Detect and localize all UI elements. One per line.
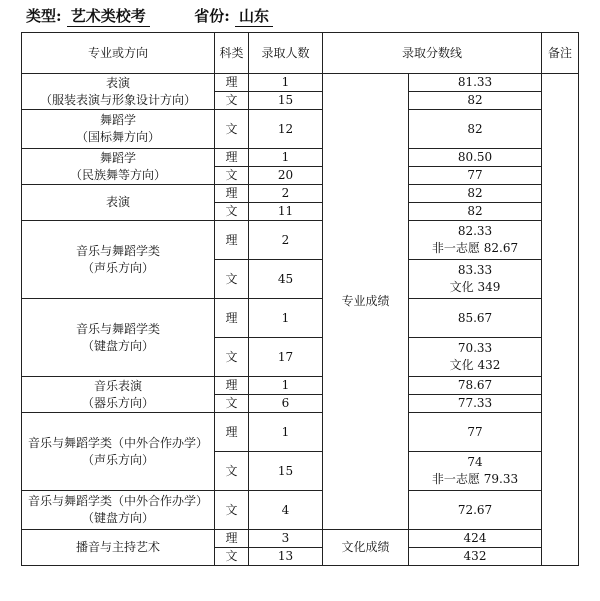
- major-cell: 舞蹈学 （国标舞方向）: [22, 110, 215, 149]
- table-header-row: [22, 33, 579, 74]
- table-row: [22, 299, 579, 338]
- score-cell: 432: [409, 548, 542, 566]
- count-cell: 45: [249, 260, 323, 299]
- count-cell: 20: [249, 167, 323, 185]
- count-cell: 17: [249, 338, 323, 377]
- table-row: [22, 110, 579, 149]
- major-cell: 音乐与舞蹈学类 （声乐方向）: [22, 221, 215, 299]
- major-cell: 表演: [22, 185, 215, 221]
- category-cell: 文: [215, 548, 249, 566]
- table-row: [22, 185, 579, 203]
- score-cell: 85.67: [409, 299, 542, 338]
- score-cell: 82: [409, 185, 542, 203]
- count-cell: 1: [249, 149, 323, 167]
- count-cell: 1: [249, 74, 323, 92]
- count-cell: 3: [249, 530, 323, 548]
- major-cell: 舞蹈学 （民族舞等方向）: [22, 149, 215, 185]
- score-cell: 82: [409, 110, 542, 149]
- category-cell: 文: [215, 167, 249, 185]
- score-cell: 83.33 文化 349: [409, 260, 542, 299]
- major-cell: 音乐表演 （器乐方向）: [22, 377, 215, 413]
- major-cell: 表演 （服装表演与形象设计方向）: [22, 74, 215, 110]
- table-row: [22, 149, 579, 167]
- count-cell: 4: [249, 491, 323, 530]
- table-row: [22, 377, 579, 395]
- score-cell: 70.33 文化 432: [409, 338, 542, 377]
- score-cell: 80.50: [409, 149, 542, 167]
- category-cell: 理: [215, 221, 249, 260]
- count-cell: 15: [249, 452, 323, 491]
- province-value: 山东: [235, 6, 273, 27]
- basis-cell-professional: 专业成绩: [323, 74, 409, 530]
- count-cell: 11: [249, 203, 323, 221]
- table-row: [22, 530, 579, 548]
- major-cell: 音乐与舞蹈学类 （键盘方向）: [22, 299, 215, 377]
- count-cell: 13: [249, 548, 323, 566]
- score-cell: 82: [409, 203, 542, 221]
- category-cell: 文: [215, 338, 249, 377]
- type-label: 类型:: [26, 7, 62, 25]
- count-cell: 1: [249, 413, 323, 452]
- table-row: [22, 221, 579, 260]
- table-row: [22, 413, 579, 452]
- category-cell: 理: [215, 530, 249, 548]
- score-cell: 77: [409, 167, 542, 185]
- category-cell: 理: [215, 377, 249, 395]
- count-cell: 15: [249, 92, 323, 110]
- col-header-major: 专业或方向: [22, 33, 215, 74]
- col-header-note: 备注: [542, 33, 579, 74]
- category-cell: 文: [215, 452, 249, 491]
- category-cell: 理: [215, 413, 249, 452]
- page-header: [26, 4, 273, 28]
- category-cell: 文: [215, 491, 249, 530]
- major-cell: 音乐与舞蹈学类（中外合作办学） （键盘方向）: [22, 491, 215, 530]
- table-row: [22, 491, 579, 530]
- admission-table: [21, 32, 579, 566]
- score-cell: 81.33: [409, 74, 542, 92]
- count-cell: 6: [249, 395, 323, 413]
- category-cell: 文: [215, 395, 249, 413]
- col-header-category: 科类: [215, 33, 249, 74]
- score-cell: 72.67: [409, 491, 542, 530]
- major-cell: 播音与主持艺术: [22, 530, 215, 566]
- count-cell: 2: [249, 221, 323, 260]
- major-cell: 音乐与舞蹈学类（中外合作办学） （声乐方向）: [22, 413, 215, 491]
- count-cell: 12: [249, 110, 323, 149]
- category-cell: 文: [215, 260, 249, 299]
- col-header-score: 录取分数线: [323, 33, 542, 74]
- score-cell: 82.33 非一志愿 82.67: [409, 221, 542, 260]
- province-label: 省份:: [194, 7, 230, 25]
- category-cell: 理: [215, 185, 249, 203]
- count-cell: 1: [249, 299, 323, 338]
- category-cell: 文: [215, 110, 249, 149]
- col-header-count: 录取人数: [249, 33, 323, 74]
- score-cell: 77: [409, 413, 542, 452]
- score-cell: 74 非一志愿 79.33: [409, 452, 542, 491]
- category-cell: 文: [215, 203, 249, 221]
- type-value: 艺术类校考: [67, 6, 150, 27]
- count-cell: 1: [249, 377, 323, 395]
- table-row: [22, 74, 579, 92]
- score-cell: 78.67: [409, 377, 542, 395]
- category-cell: 文: [215, 92, 249, 110]
- note-cell: [542, 74, 579, 566]
- count-cell: 2: [249, 185, 323, 203]
- score-cell: 82: [409, 92, 542, 110]
- category-cell: 理: [215, 299, 249, 338]
- score-cell: 424: [409, 530, 542, 548]
- basis-cell-cultural: 文化成绩: [323, 530, 409, 566]
- score-cell: 77.33: [409, 395, 542, 413]
- category-cell: 理: [215, 74, 249, 92]
- category-cell: 理: [215, 149, 249, 167]
